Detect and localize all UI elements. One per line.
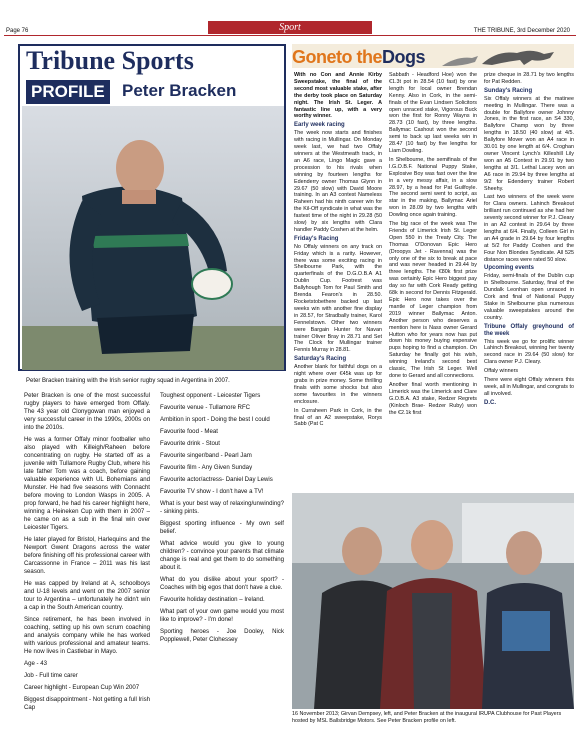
- profile-column-2: [160, 392, 284, 648]
- dogs-paragraph: Another blank for faithful dogs on a night where over €45k was up for grabs in prize money. Some thrilling finals with some shocks but also some favourites in the winners enclosure.: [294, 364, 382, 405]
- profile-fact: What do you dislike about your sport? - Coaches with big egos that don't have a clue.: [160, 576, 284, 591]
- dogs-paragraph: Friday, semi-finals of the Dublin cup in Shelbourne. Saturday, final of the Dundalk Leonhan open unraced in Cork and final of National Puppy Stake in Shelbourne plus numerous valuable sweepstakes around the country.: [484, 273, 574, 321]
- profile-fact: Sporting heroes - Joe Dooley, Nick Popplewell, Peter Clohessey: [160, 628, 284, 643]
- dogs-paragraph: The big race of the week was The Friends of Limerick Irish St. Leger Open 550 in the Treaty City. The Thomas O'Donovan Epic Hero (Droopys Jet - Ravenna) was the only one of the six to break at pace and was never headed in 29.44 by three lengths. The €80k first prize was certainly Epic Hero biggest pay day so far with Cork Ready getting 68k in second for Dennis Fitzgerald. Epic Hero now takes over the mantle of Leger champion from 2019 winner Ballymac Anton. Another person who deserves a mention here is Nass owner Gerard Hutton who for years now has put down his money buying expensive pups hoping to find a champion. On Saturday he finally got his wish, winning Ireland's second best classic, The Irish St Leger. Well done to Gerard and all connections.: [389, 221, 477, 379]
- paper-date: THE TRIBUNE, 3rd December 2020: [473, 28, 570, 34]
- profile-fact: Favourite film - Any Given Sunday: [160, 464, 253, 471]
- dogs-paragraph: In Shelbourne, the semifinals of the I.G.O.B.F. National Puppy Stake, Explosive Boy was fast over the line in a very messy affair, in a slow 28.97, by a head for Pat Guilfoyle. The second semi went to script, as star in the making, Ballymac Ariel won in 28.09 by two lengths with Dowling once again training.: [389, 156, 477, 219]
- dogs-paragraph: There were eight Offaly winners this week, all in Mullingar, and congrats to all involved.: [484, 377, 574, 397]
- profile-column-1: [24, 392, 150, 716]
- profile-fact: Job - Full time carer: [24, 672, 78, 679]
- profile-fact: Age - 43: [24, 660, 48, 667]
- dogs-paragraph: Sabbath - Headford Hoe) won the €1.3t pot in 28.54 (10 fast) by one length for local owner Brendan Kenny. Also in Cork, in the semi-finals of the Evan Lindsen Solicitors open unraced stake, Vigorous Buck won the first for Ronny Wayns in 28.73 (10 fast), by three lengths. Ballymac Cashout won the second semi to back up last weeks win in 28.47 (10 fast) by five lengths for Liam Dowling.: [389, 72, 477, 154]
- dogs-subhead: Upcoming events: [484, 265, 535, 272]
- profile-fact: What is your best way of relaxing/unwinding? - sinking pints.: [160, 500, 284, 515]
- rugby-training-photo: [22, 106, 284, 370]
- dogs-paragraph: The week now starts and finishes with racing in Mullingar. On Monday week last, we had two Offaly winners at the Westmeath track, in an A6 race, Lingo Magic gave a procession to his rivals when winning by fourteen lengths for Edenderry owner Thomas Glynn in 29.67 (50 slow) with David Moore training. In an A3 contest Nameless Raheen had his ninth career win for the Kil-Off syndicate in what was the fastest time of the night in 29.28 (50 slow) by six lengths with Clara handler Paddy Coshen at the helm.: [294, 130, 382, 233]
- dogs-subhead: Sunday's Racing: [484, 87, 533, 94]
- profile-label: PROFILE: [26, 80, 110, 104]
- page-number: Page 76: [6, 28, 29, 34]
- profile-fact: Career highlight - European Cup Win 2007: [24, 684, 140, 691]
- rugby-photo-art: [22, 106, 284, 370]
- profile-fact: Favourite food - Meat: [160, 428, 218, 435]
- profile-fact: Favourite drink - Stout: [160, 440, 220, 447]
- profile-masthead: Tribune Sports: [26, 46, 194, 75]
- event-photo-caption: 16 November 2013; Girvan Dempsey, left, and Peter Bracken at the inaugural IRUPA Clubhouse for Past Players hosted by MSL Ballsbridge Motors. See Peter Bracken profile on left.: [292, 711, 562, 724]
- dogs-paragraph: No Offaly winners on any track on Friday which is a rarity. However, there was some exciting racing in Shelbourne Park, with the quarterfinals of the D.G.O.B.A A1 Dublin Cup. Footrest was Ballyhough Tom for Paul Smith and Brenda Fearon's in 28.50. Rocketstobethere backed up last weeks win with another fine display in 28.57, for Stradbally trainer, Karol Fennelstown. Other two winners were Bargain Hunter for Navan trainer Oliver Bray in 28.71 and Set The Clock for Mullingar trainer Fennis Murray in 28.81.: [294, 243, 382, 354]
- dogs-title-word-3: Dogs: [382, 47, 426, 67]
- profile-fact: Favourite holiday destination – Ireland.: [160, 596, 265, 603]
- profile-fact: Favourite actor/actress- Daniel Day Lewis: [160, 476, 273, 483]
- dogs-subhead: Early week racing: [294, 122, 345, 129]
- profile-fact: What part of your own game would you most like to improve? - I'm done!: [160, 608, 284, 623]
- dogs-subhead: Friday's Racing: [294, 235, 339, 242]
- dogs-title-word-2: to the: [336, 47, 383, 67]
- rugby-photo-caption: Peter Bracken training with the Irish senior rugby squad in Argentina in 2007.: [26, 378, 230, 384]
- dogs-paragraph: Offaly winners: [484, 368, 519, 375]
- dogs-paragraph: Last two winners of the week were for Clara owners. Lahinch Breakout brilliant run continued as she had her seventy second winner for P.J. Cleary in an A2 contest in 29.64 by three lengths at 6/4. Finally, Colleen Girl in an A4 grade in 29.64 by four lengths at 5/2 for Paddy Coshen and the Four Non Blondes Syndicate. All 525 distance races were rated 50 slow.: [484, 194, 574, 263]
- profile-fact: Ambition in sport - Doing the best I could: [160, 416, 270, 423]
- dogs-paragraph: In Curraheen Park in Cork, in the final of an A2 sweepstake, Rorys Sabb (Pat C: [294, 407, 382, 428]
- profile-fact: Favourite venue - Tullamore RFC: [160, 404, 251, 411]
- section-banner: Sport: [208, 21, 372, 34]
- dogs-paragraph: prize cheque in 28.71 by two lengths for Pat Redden.: [484, 72, 574, 85]
- dogs-intro: With no Con and Annie Kirby Sweepstake, the final of the second most valuable stake, after the derby took place on Saturday night. The Irish St. Leger. A fantastic line up, with a very worthy winner.: [294, 72, 382, 120]
- profile-name: Peter Bracken: [122, 81, 237, 100]
- profile-fact: Favourite TV show - I don't have a TV!: [160, 488, 264, 495]
- dogs-paragraph: Six Offaly winners at the matinee meeting in Mullingar. There was a double for Ballyfore owner Johnny Jones, in the first race, an S4 330, Ballyfore Champ won by three lengths in 18.50 (40 slow) at 4/5. Ballyfore Mover won an A4 race in 30.01 by one length at 6/4. Croghan owner Vincent Lynch's Killeshill Lily won an A5 Contest in 29.91 by two lengths at 3/1. Lethal Lacey won an A6 race in 29.94 by three lengths at 9/2 for Edenderry trainer Robert Sheehy.: [484, 95, 574, 192]
- profile-fact: What advice would you give to young children? - convince your parents that climate change is real and get them to do something about it.: [160, 540, 284, 571]
- dogs-title-word-1: Gone: [292, 47, 337, 67]
- dogs-signoff: D.C.: [484, 399, 496, 406]
- dogs-column-1: [294, 72, 382, 430]
- profile-paragraph: Since retirement, he has been involved in coaching, setting up his own scrum coaching and analysis company while he has worked with various professional and amateur teams. He now lives in Castlebar in Mayo.: [24, 616, 150, 655]
- dogs-column-2: [389, 72, 477, 418]
- profile-paragraph: He was capped by Ireland at A, schoolboys and U-18 levels and went on the 2007 senior tour to Argentina – unfortunately he didn't win a cap in the South American country.: [24, 580, 150, 611]
- dogs-title: [292, 46, 472, 68]
- profile-fact: Biggest sporting influence - My own self belief.: [160, 520, 284, 535]
- dogs-subhead: Saturday's Racing: [294, 356, 347, 363]
- header-rule: [4, 35, 576, 36]
- event-photo-art: [292, 493, 574, 709]
- profile-paragraph: He was a former Offaly minor footballer who also played with Killeigh/Raheen before concentrating on rugby. He started off as a juvenile with Tullamore Rugby Club, where his late father Tom was a coach, before gaining valuable experience with UL Bohemians and Munster. He had five seasons with Connacht before moving to London Wasps in 2005. A prop forward, he had his career highlight here, winning a Heineken Cup with them in 2007 – he came on as a sub in the final win over Leicester Tigers.: [24, 436, 150, 531]
- profile-fact: Biggest disappointment - Not getting a full Irish Cap: [24, 696, 151, 711]
- profile-fact: Toughest opponent - Leicester Tigers: [160, 392, 261, 399]
- clubhouse-event-photo: [292, 493, 574, 709]
- profile-paragraph: Peter Bracken is one of the most successful rugby players to have emerged from Offaly. The 43 year old Clonygowan man enjoyed a very successful career in the 1990s, 2000s on into the 2010s.: [24, 392, 150, 431]
- dogs-paragraph: This week we go for prolific winner Lahinch Breakout, winning her twenty second race in 29.64 (50 slow) for Clara owner P.J. Cleary.: [484, 338, 574, 366]
- dogs-column-3: [484, 72, 574, 408]
- profile-fact: Favourite singer/band - Pearl Jam: [160, 452, 252, 459]
- profile-paragraph: He later played for Bristol, Harlequins and the Newport Gwent Dragons across the water before finishing off his professional career with Carcassonne in France – 2011 was his last season.: [24, 536, 150, 575]
- dogs-paragraph: Another final worth mentioning in Limerick was the Limerick and Clare G.O.B.A. A3 stake, Redzer Regrets (Kinloch Brae- Redzer Ruby) won the €2.1k first: [389, 381, 477, 416]
- dogs-subhead: Tribune Offaly greyhound of the week: [484, 323, 574, 337]
